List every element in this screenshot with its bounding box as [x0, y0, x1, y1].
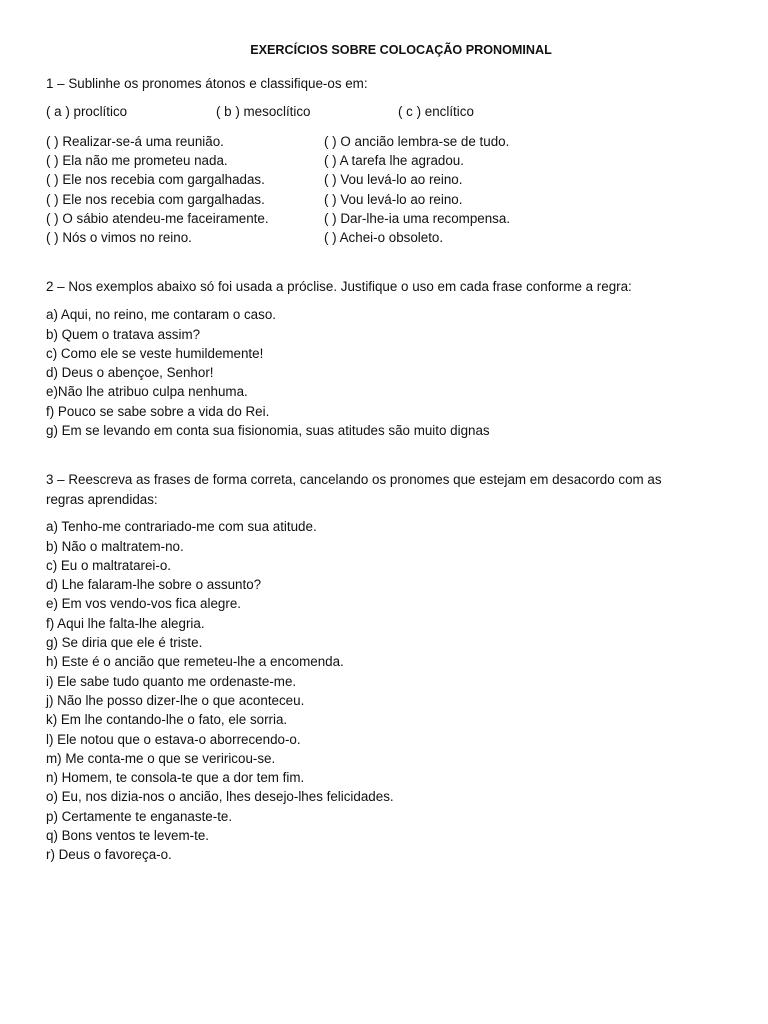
- question-3: [46, 470, 726, 864]
- sentence-left: ( ) Ele nos recebia com gargalhadas.: [46, 172, 265, 188]
- list-item: a) Aqui, no reino, me contaram o caso.: [46, 307, 276, 323]
- page-title: EXERCÍCIOS SOBRE COLOCAÇÃO PRONOMINAL: [250, 43, 552, 57]
- question-3-items: [46, 517, 726, 864]
- list-item: b) Não o maltratem-no.: [46, 538, 184, 554]
- option-enclitico: ( c ) enclítico: [398, 104, 474, 119]
- question-2-heading: 2 – Nos exemplos abaixo só foi usada a próclise. Justifique o uso em cada frase conforme a regra:: [46, 279, 632, 295]
- sentence-row: [46, 132, 726, 151]
- list-item: j) Não lhe posso dizer-lhe o que aconteceu.: [46, 692, 305, 708]
- sentence-right: ( ) O ancião lembra-se de tudo.: [324, 134, 510, 149]
- list-item: o) Eu, nos dizia-nos o ancião, lhes desejo-lhes felicidades.: [46, 789, 394, 805]
- sentence-row: [46, 151, 726, 170]
- list-item: g) Em se levando em conta sua fisionomia, suas atitudes são muito dignas: [46, 423, 490, 438]
- question-2-items: [46, 305, 726, 440]
- option-mesoclitico: ( b ) mesoclítico: [216, 104, 311, 119]
- option-proclitico: ( a ) proclítico: [46, 104, 128, 119]
- question-2: [46, 277, 726, 440]
- list-item: f) Pouco se sabe sobre a vida do Rei.: [46, 403, 270, 419]
- sentence-left: ( ) O sábio atendeu-me faceiramente.: [46, 210, 269, 226]
- worksheet-page: [46, 40, 726, 865]
- list-item: e) Em vos vendo-vos fica alegre.: [46, 596, 241, 612]
- sentence-left: ( ) Ele nos recebia com gargalhadas.: [46, 191, 265, 207]
- sentence-right: ( ) Vou levá-lo ao reino.: [324, 191, 463, 207]
- list-item: i) Ele sabe tudo quanto me ordenaste-me.: [46, 673, 297, 689]
- sentence-right: ( ) Dar-lhe-ia uma recompensa.: [324, 210, 511, 226]
- list-item: l) Ele notou que o estava-o aborrecendo-o.: [46, 731, 301, 747]
- list-item: m) Me conta-me o que se veriricou-se.: [46, 750, 276, 766]
- sentence-row: [46, 170, 726, 189]
- sentence-right: ( ) A tarefa lhe agradou.: [324, 153, 464, 169]
- list-item: f) Aqui lhe falta-lhe alegria.: [46, 615, 205, 631]
- sentence-row: [46, 190, 726, 209]
- sentence-right: ( ) Achei-o obsoleto.: [324, 230, 444, 246]
- list-item: c) Como ele se veste humildemente!: [46, 345, 264, 361]
- question-3-heading: 3 – Reescreva as frases de forma correta, cancelando os pronomes que estejam em desacordo com as regras aprendidas:: [46, 472, 662, 507]
- sentence-row: [46, 209, 726, 228]
- list-item: g) Se diria que ele é triste.: [46, 635, 203, 651]
- list-item: d) Deus o abençoe, Senhor!: [46, 365, 214, 381]
- sentence-left: ( ) Nós o vimos no reino.: [46, 230, 192, 246]
- list-item: r) Deus o favoreça-o.: [46, 847, 172, 863]
- classification-options: [46, 102, 726, 122]
- list-item: d) Lhe falaram-lhe sobre o assunto?: [46, 577, 262, 593]
- list-item: b) Quem o tratava assim?: [46, 326, 201, 342]
- sentence-left: ( ) Ela não me prometeu nada.: [46, 153, 228, 169]
- question-1: [46, 74, 726, 247]
- sentence-row: [46, 228, 726, 247]
- list-item: p) Certamente te enganaste-te.: [46, 808, 233, 824]
- list-item: h) Este é o ancião que remeteu-lhe a encomenda.: [46, 654, 344, 670]
- list-item: k) Em lhe contando-lhe o fato, ele sorria.: [46, 712, 288, 728]
- list-item: q) Bons ventos te levem-te.: [46, 828, 209, 844]
- list-item: a) Tenho-me contrariado-me com sua atitude.: [46, 519, 317, 535]
- question-1-heading: 1 – Sublinhe os pronomes átonos e classifique-os em:: [46, 76, 368, 91]
- list-item: e)Não lhe atribuo culpa nenhuma.: [46, 384, 248, 400]
- question-1-sentences: [46, 132, 726, 247]
- sentence-right: ( ) Vou levá-lo ao reino.: [324, 172, 463, 188]
- list-item: c) Eu o maltratarei-o.: [46, 557, 172, 573]
- list-item: n) Homem, te consola-te que a dor tem fim.: [46, 770, 305, 786]
- sentence-left: ( ) Realizar-se-á uma reunião.: [46, 134, 224, 149]
